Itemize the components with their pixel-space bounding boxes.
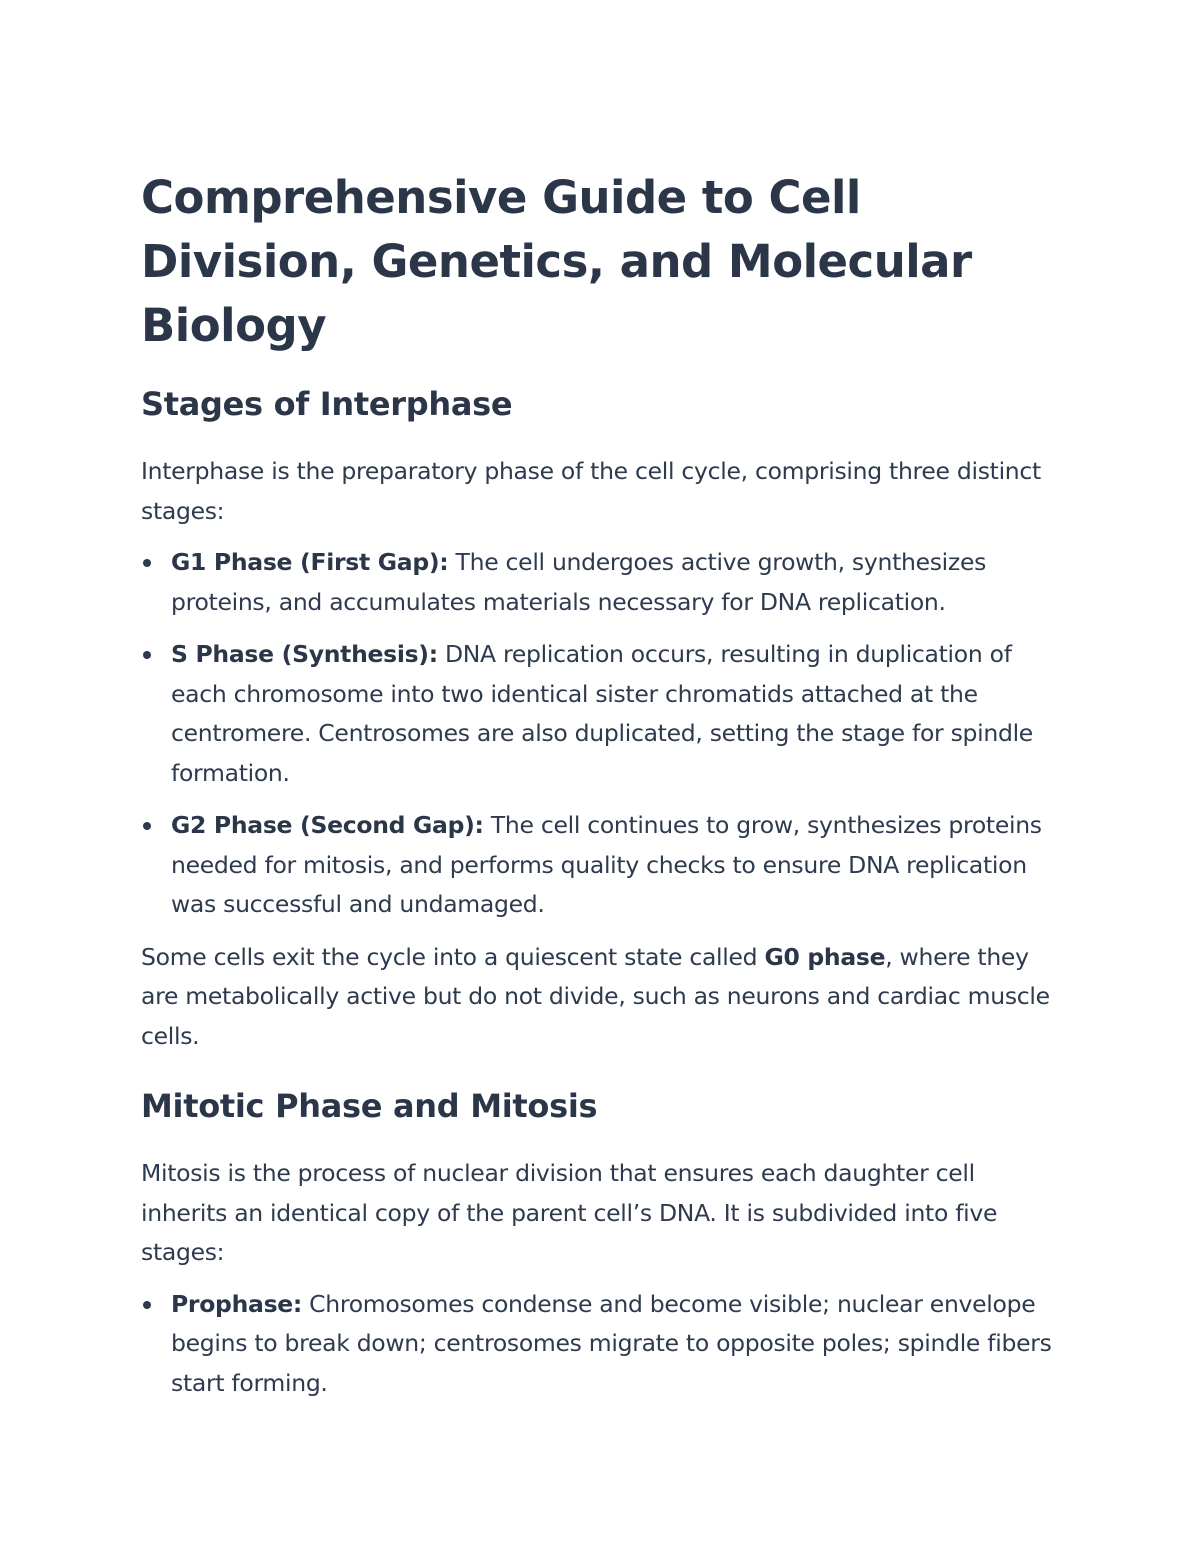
bullet-icon <box>143 822 151 830</box>
list-item-term: G2 Phase (Second Gap): <box>171 811 484 839</box>
list-item-term: G1 Phase (First Gap): <box>171 548 449 576</box>
interphase-stage-list <box>141 543 1060 925</box>
list-item <box>141 635 1060 793</box>
mitosis-intro: Mitosis is the process of nuclear division that ensures each daughter cell inherits an identical copy of the parent cell’s DNA. It is subdivided into five stages: <box>141 1159 998 1266</box>
g0-phase-term: G0 phase <box>764 942 886 971</box>
bullet-icon <box>143 559 151 567</box>
g0-text-after: , where they are metabolically active but do not divide, such as neurons and cardiac muscle cells. <box>141 942 1050 1050</box>
page-title: Comprehensive Guide to Cell Division, Genetics, and Molecular Biology <box>141 171 972 352</box>
section-heading-interphase: Stages of Interphase <box>141 385 513 423</box>
list-item-text: DNA replication occurs, resulting in duplication of each chromosome into two identical sister chromatids attached at the centromere. Centrosomes are also duplicated, setting the stage for spindle formation. <box>171 640 1033 787</box>
g0-text-before: Some cells exit the cycle into a quiescent state called <box>141 942 765 971</box>
list-item-term: Prophase: <box>171 1289 302 1318</box>
list-item-text: The cell undergoes active growth, synthesizes proteins, and accumulates materials necessary for DNA replication. <box>171 548 987 616</box>
g0-phase-paragraph <box>141 938 1060 1057</box>
list-item-term: S Phase (Synthesis): <box>171 640 438 668</box>
list-item <box>141 806 1060 925</box>
list-item-text: Chromosomes condense and become visible; nuclear envelope begins to break down; centrosomes migrate to opposite poles; spindle fibers start forming. <box>171 1289 1052 1397</box>
list-item-text: The cell continues to grow, synthesizes proteins needed for mitosis, and performs quality checks to ensure DNA replication was successful and undamaged. <box>171 811 1042 918</box>
section-heading-mitosis: Mitotic Phase and Mitosis <box>141 1087 598 1125</box>
bullet-icon <box>143 1301 151 1309</box>
interphase-intro: Interphase is the preparatory phase of the cell cycle, comprising three distinct stages: <box>141 457 1041 525</box>
list-item <box>141 1285 1060 1404</box>
mitosis-stage-list <box>141 1285 1060 1404</box>
bullet-icon <box>143 651 151 659</box>
list-item <box>141 543 1060 622</box>
